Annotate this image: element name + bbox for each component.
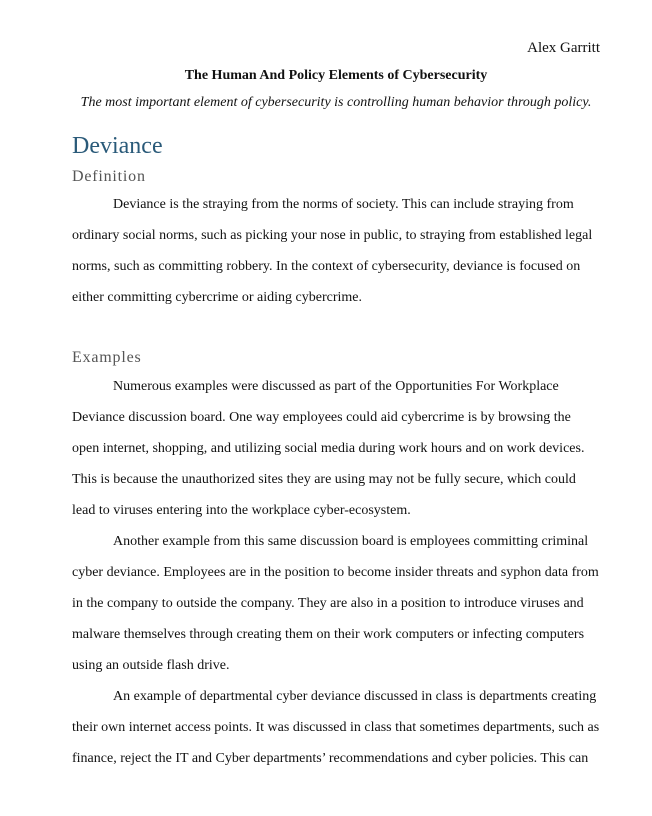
document-subtitle: The most important element of cybersecurity is controlling human behavior through policy.	[80, 95, 592, 110]
author-name: Alex Garritt	[527, 40, 600, 56]
definition-paragraph: Deviance is the straying from the norms of society. This can include straying from ordinary social norms, such as picking your nose in public, to straying from established legal norms, such as committing robbery. In the context of cybersecurity, deviance is focused on either committing cybercrime or aiding cybercrime.	[72, 197, 593, 305]
subheading-definition: Definition	[72, 168, 146, 185]
document-title: The Human And Policy Elements of Cybersecurity	[184, 68, 488, 83]
examples-paragraph-2: Another example from this same discussion board is employees committing criminal cyber deviance. Employees are in the position to become insider threats and syphon data from in the company to outside the company. They are also in a position to introduce viruses and malware themselves through creating them on their work computers or infecting computers using an outside flash drive.	[72, 534, 599, 673]
examples-paragraph-1: Numerous examples were discussed as part of the Opportunities For Workplace Deviance discussion board. One way employees could aid cybercrime is by browsing the open internet, shopping, and utilizing social media during work hours and on work devices. This is because the unauthorized sites they are using may not be fully secure, which could lead to viruses entering into the workplace cyber-ecosystem.	[72, 379, 585, 518]
examples-paragraph-3: An example of departmental cyber deviance discussed in class is departments creating their own internet access points. It was discussed in class that sometimes departments, such as finance, reject the IT and Cyber departments’ recommendations and cyber policies. This can	[72, 689, 600, 766]
subheading-examples: Examples	[72, 349, 142, 366]
section-heading-deviance: Deviance	[72, 133, 163, 159]
